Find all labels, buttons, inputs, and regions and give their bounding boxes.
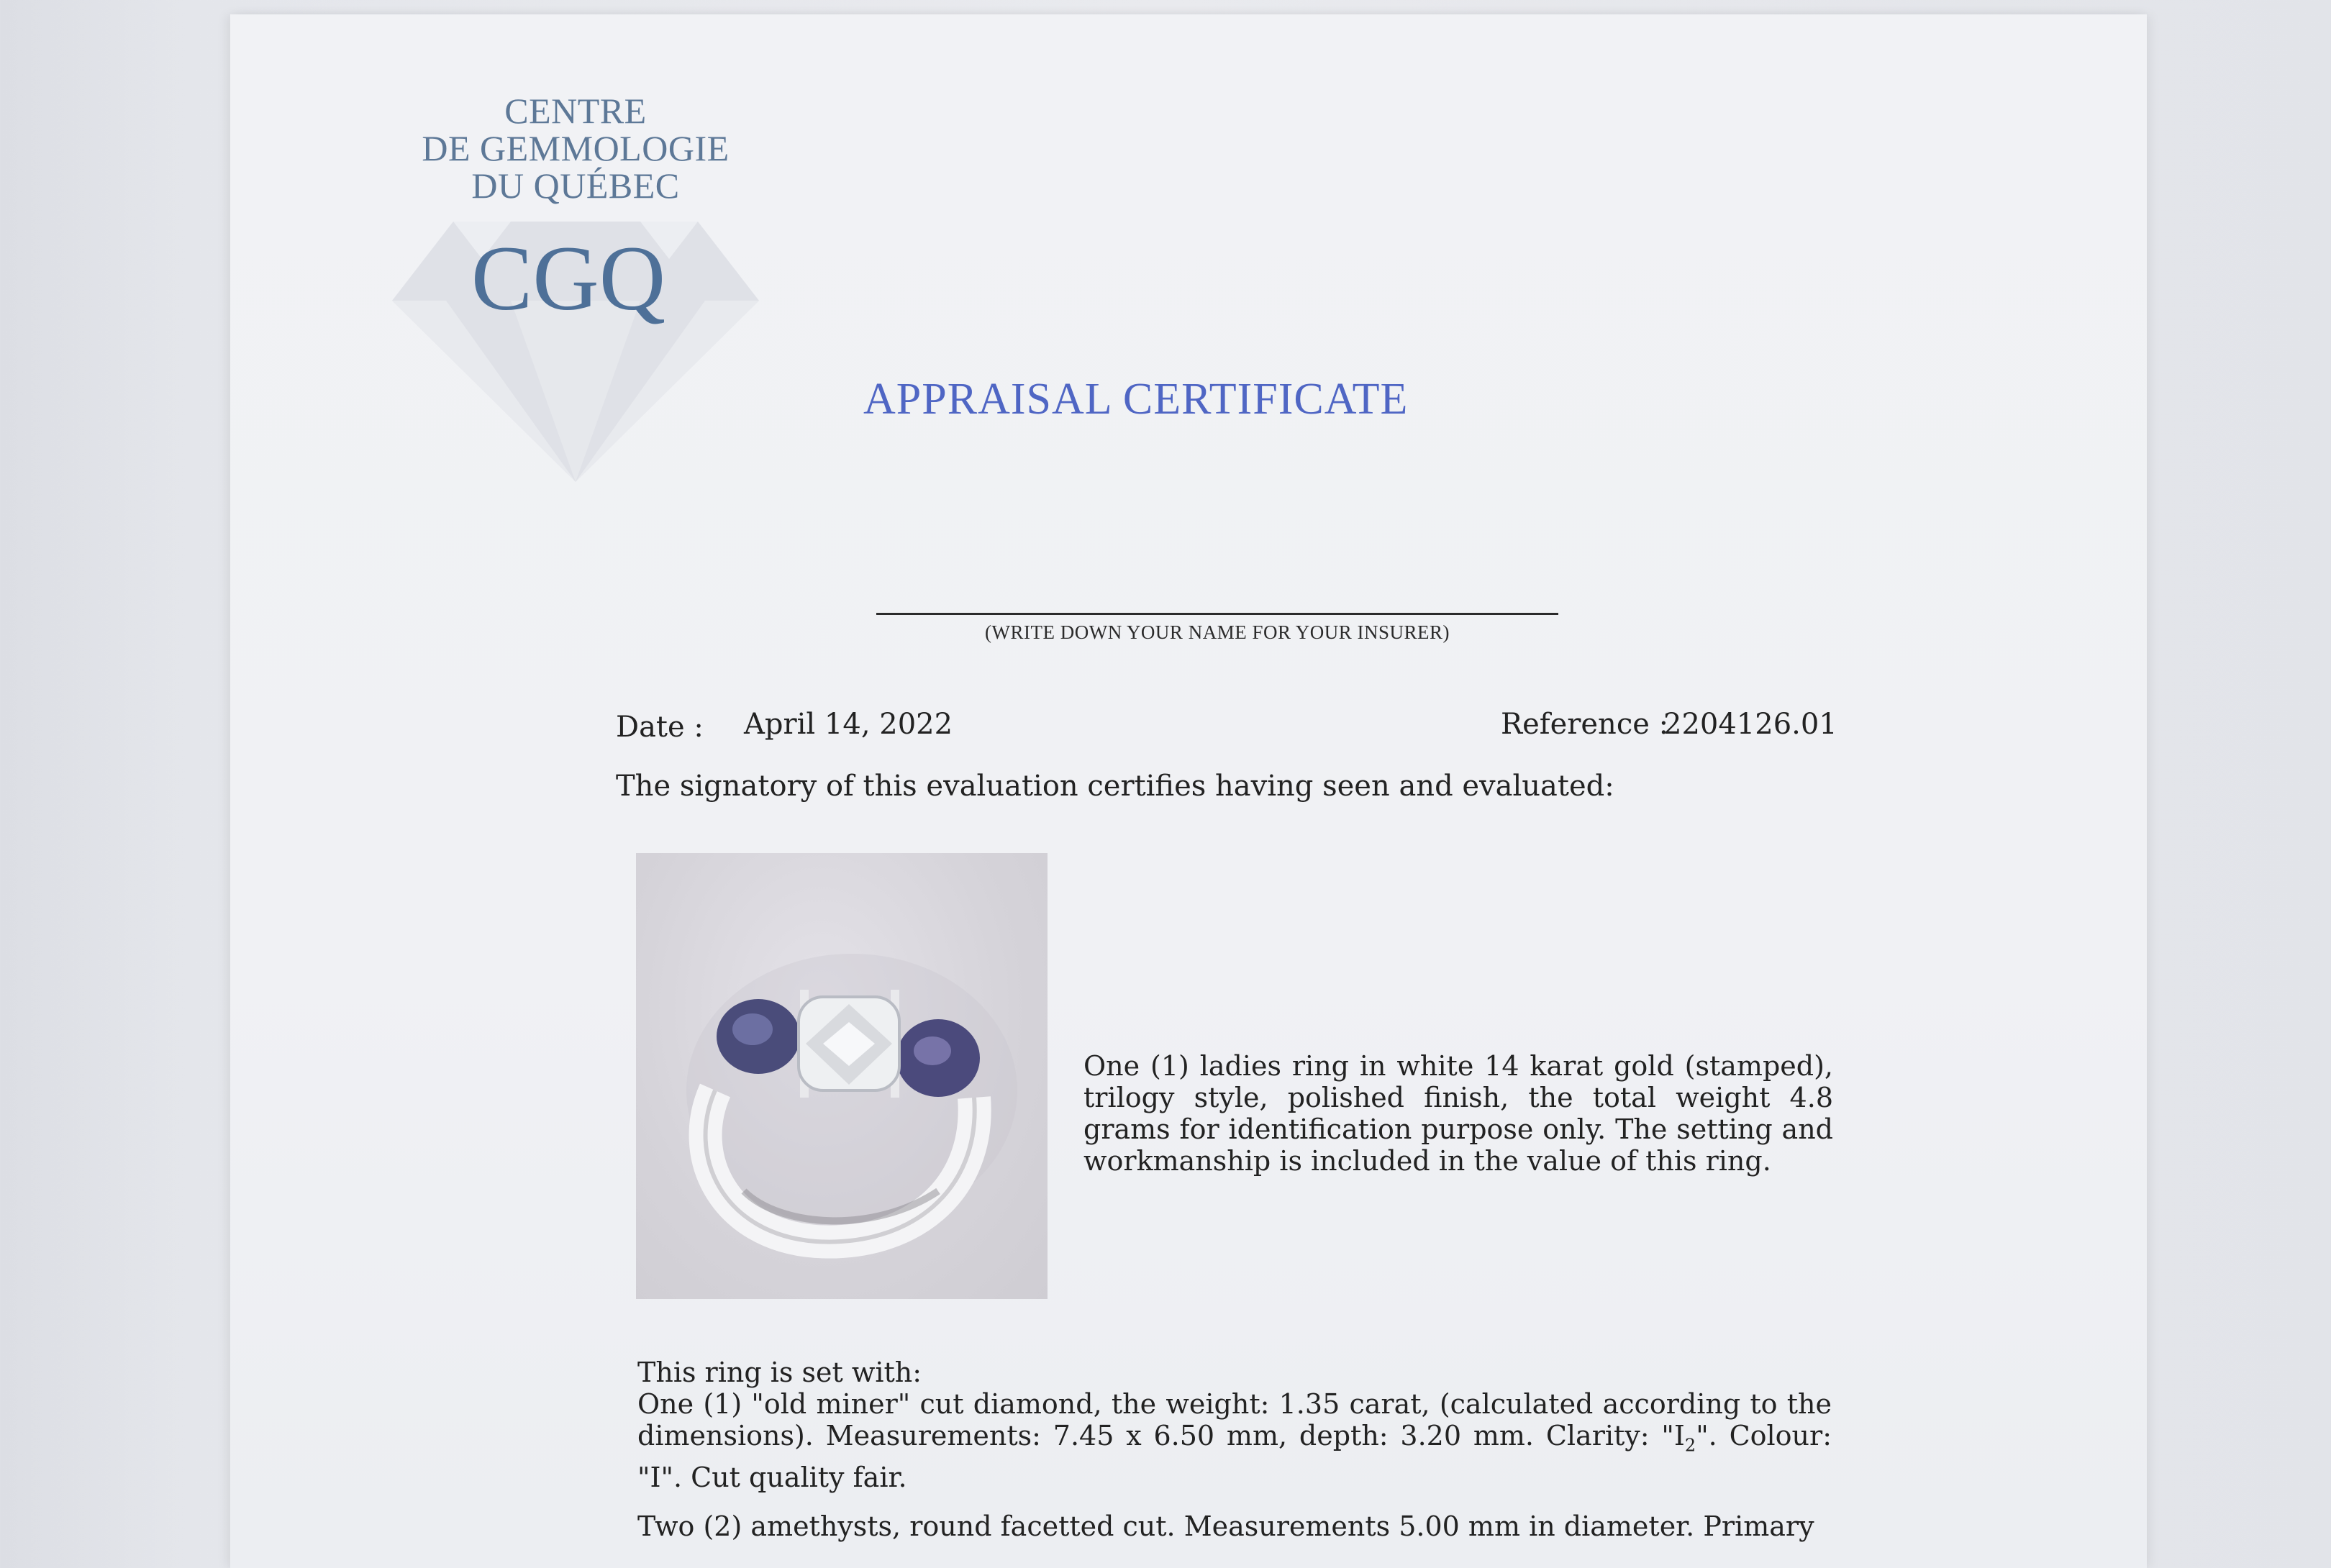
reference-value: 2204126.01 [1663, 708, 1837, 741]
diamond-text-end: ". Colour: "I". Cut quality fair. [637, 1420, 1832, 1493]
reference-label: Reference : [1501, 708, 1669, 741]
logo-monogram: CGQ [471, 227, 666, 329]
set-with-heading: This ring is set with: [637, 1357, 922, 1388]
diamond-text-start: One (1) "old miner" cut diamond, the weight: 1.35 carat, (calculated according to the dimensions). Measurements: 7.45 x 6.50 mm, depth: 3.20 mm. Clarity: "I [637, 1388, 1832, 1451]
diamond-description [637, 1388, 1832, 1493]
logo-line-gemmologie: DE GEMMOLOGIE [422, 128, 730, 168]
logo-line-quebec: DU QUÉBEC [471, 165, 680, 206]
intro-statement: The signatory of this evaluation certifies having seen and evaluated: [616, 770, 1614, 803]
clarity-subscript: 2 [1684, 1435, 1696, 1456]
certificate-title: APPRAISAL CERTIFICATE [863, 375, 1409, 424]
amethyst-description: Two (2) amethysts, round facetted cut. Measurements 5.00 mm in diameter. Primary [637, 1510, 1814, 1542]
signature-caption: (WRITE DOWN YOUR NAME FOR YOUR INSURER) [985, 621, 1450, 643]
logo-line-centre: CENTRE [504, 91, 647, 131]
ring-description: One (1) ladies ring in white 14 karat gold (stamped), trilogy style, polished finish, the total weight 4.8 grams for identification purpose only. The setting and workmanship is included in the value of this ring. [1083, 1050, 1833, 1177]
signature-line [876, 613, 1558, 615]
diamond-logo-icon [388, 216, 763, 489]
date-label: Date : [616, 711, 704, 744]
date-value: April 14, 2022 [744, 708, 953, 741]
ring-photo [636, 853, 1048, 1299]
